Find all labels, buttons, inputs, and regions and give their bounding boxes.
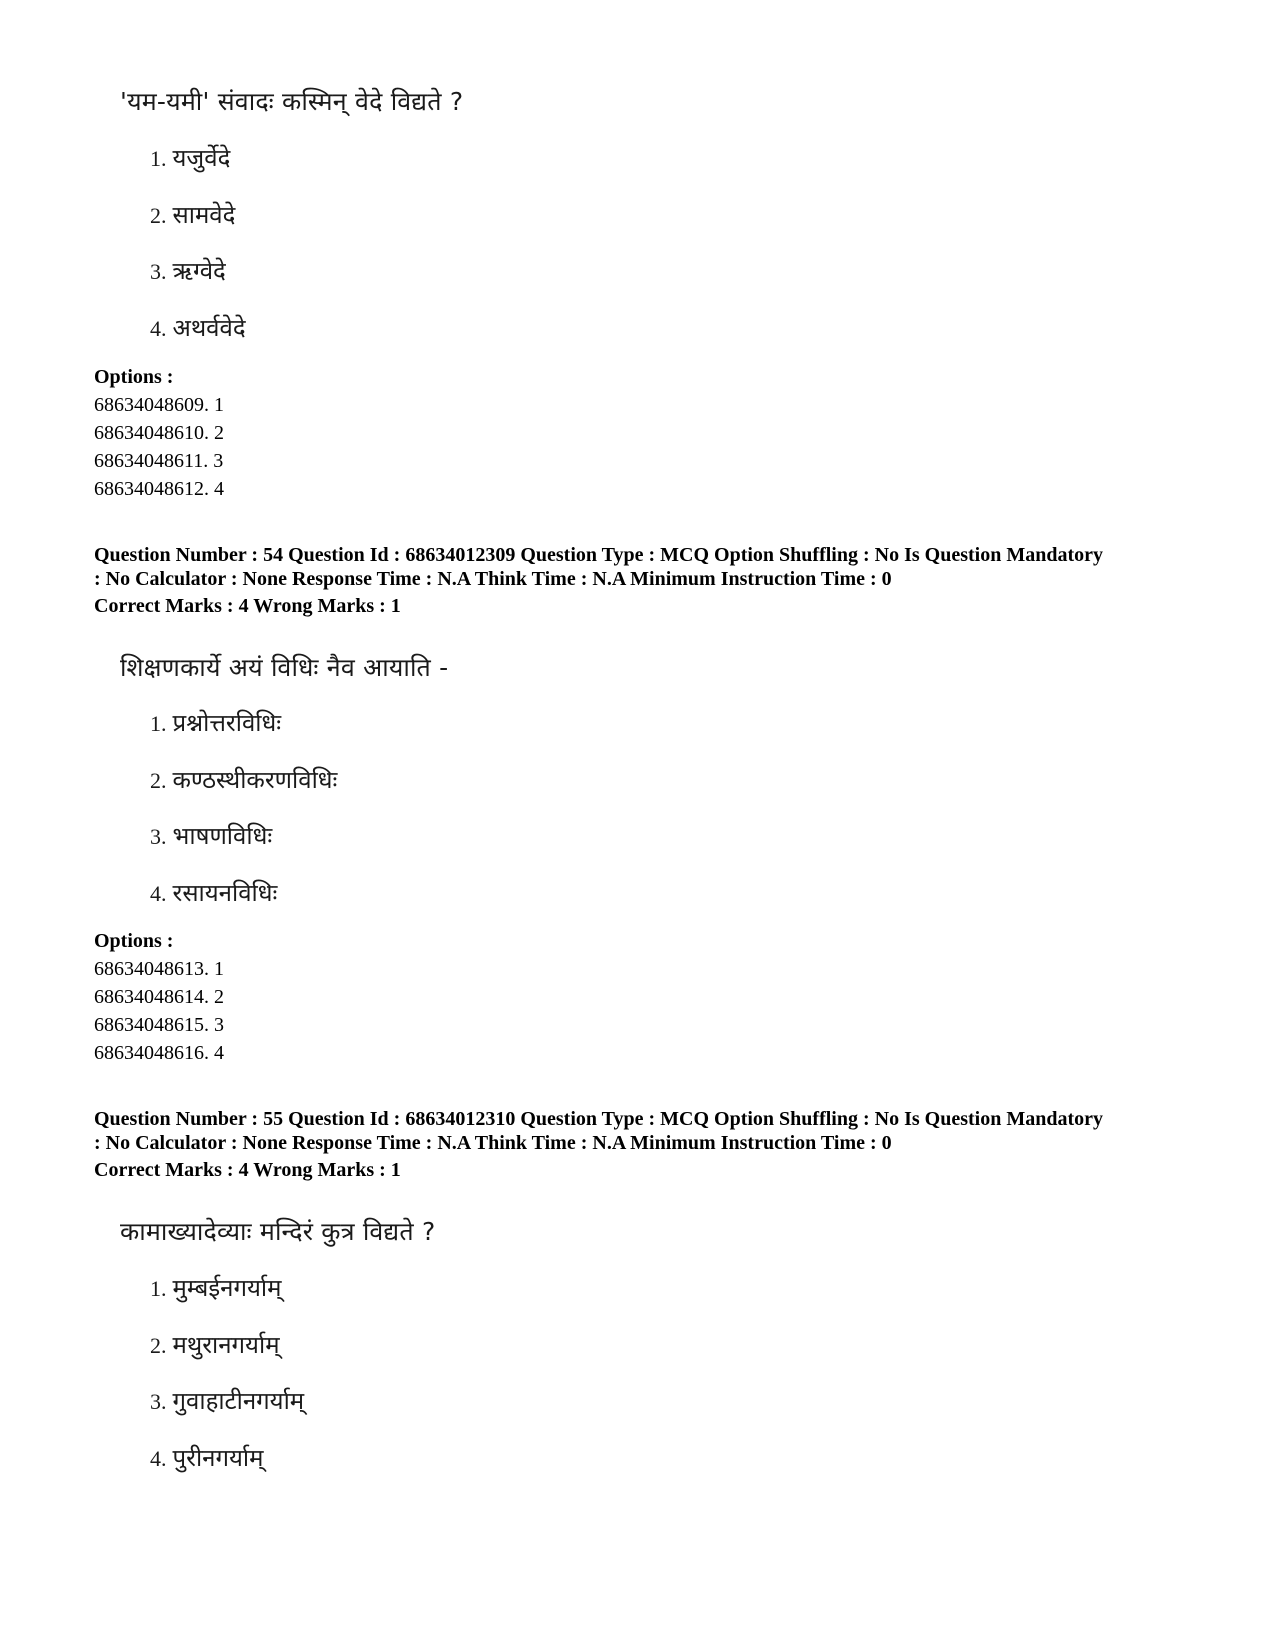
options-label: Options : <box>94 930 174 952</box>
question-meta-line-1: Question Number : 54 Question Id : 68634012309 Question Type : MCQ Option Shuffling : No Is Question Mandatory <box>94 544 1103 566</box>
choice-text: पुरीनगर्याम् <box>172 1444 264 1472</box>
options-label: Options : <box>94 366 174 388</box>
question-55-meta <box>94 1107 1194 1155</box>
question-54-meta <box>94 543 1194 591</box>
choice-number: 2. <box>150 203 167 228</box>
choice-number: 2. <box>150 1333 167 1358</box>
choice-text: सामवेदे <box>172 201 236 229</box>
choice-number: 3. <box>150 824 167 849</box>
choice-number: 1. <box>150 1276 167 1301</box>
choice-text: रसायनविधिः <box>172 879 278 907</box>
option-id-line: 68634048616. 4 <box>94 1042 224 1064</box>
question-53-text: 'यम-यमी' संवादः कस्मिन् वेदे विद्यते ? <box>120 87 464 116</box>
question-54-choice-3 <box>150 819 272 852</box>
choice-text: मुम्बईनगर्याम् <box>172 1274 282 1302</box>
choice-number: 2. <box>150 768 167 793</box>
choice-number: 4. <box>150 881 167 906</box>
choice-number: 4. <box>150 316 167 341</box>
question-meta-line-1: Question Number : 55 Question Id : 68634012310 Question Type : MCQ Option Shuffling : No Is Question Mandatory <box>94 1108 1103 1130</box>
option-id-line: 68634048614. 2 <box>94 986 224 1008</box>
choice-text: कण्ठस्थीकरणविधिः <box>172 766 338 794</box>
question-55-choice-1 <box>150 1271 281 1304</box>
option-id-line: 68634048613. 1 <box>94 958 224 980</box>
question-53-choice-4 <box>150 311 246 344</box>
choice-text: अथर्ववेदे <box>172 314 246 342</box>
question-54-marks: Correct Marks : 4 Wrong Marks : 1 <box>94 595 401 617</box>
question-55-choice-4 <box>150 1441 263 1474</box>
question-meta-line-2: : No Calculator : None Response Time : N.A Think Time : N.A Minimum Instruction Time : 0 <box>94 1132 892 1154</box>
choice-text: प्रश्नोत्तरविधिः <box>172 709 282 737</box>
question-55-text: कामाख्यादेव्याः मन्दिरं कुत्र विद्यते ? <box>120 1217 436 1246</box>
question-54-text: शिक्षणकार्ये अयं विधिः नैव आयाति - <box>120 653 449 682</box>
question-53-choice-2 <box>150 198 235 231</box>
choice-number: 1. <box>150 711 167 736</box>
option-id-line: 68634048611. 3 <box>94 450 224 472</box>
option-id-line: 68634048610. 2 <box>94 422 224 444</box>
choice-text: गुवाहाटीनगर्याम् <box>172 1387 305 1415</box>
question-55-marks: Correct Marks : 4 Wrong Marks : 1 <box>94 1159 401 1181</box>
question-54-choice-1 <box>150 706 281 739</box>
choice-text: मथुरानगर्याम् <box>172 1331 280 1359</box>
question-54-choice-2 <box>150 763 337 796</box>
choice-text: भाषणविधिः <box>172 822 273 850</box>
question-53-choice-3 <box>150 254 226 287</box>
choice-number: 3. <box>150 1389 167 1414</box>
option-id-line: 68634048615. 3 <box>94 1014 224 1036</box>
choice-number: 4. <box>150 1446 167 1471</box>
choice-number: 3. <box>150 259 167 284</box>
question-53-choice-1 <box>150 141 230 174</box>
choice-text: यजुर्वेदे <box>172 144 231 172</box>
question-meta-line-2: : No Calculator : None Response Time : N.A Think Time : N.A Minimum Instruction Time : 0 <box>94 568 892 590</box>
question-55-choice-3 <box>150 1384 304 1417</box>
question-55-choice-2 <box>150 1328 280 1361</box>
option-id-line: 68634048612. 4 <box>94 478 224 500</box>
choice-text: ऋग्वेदे <box>172 257 226 285</box>
choice-number: 1. <box>150 146 167 171</box>
option-id-line: 68634048609. 1 <box>94 394 224 416</box>
question-54-choice-4 <box>150 876 277 909</box>
